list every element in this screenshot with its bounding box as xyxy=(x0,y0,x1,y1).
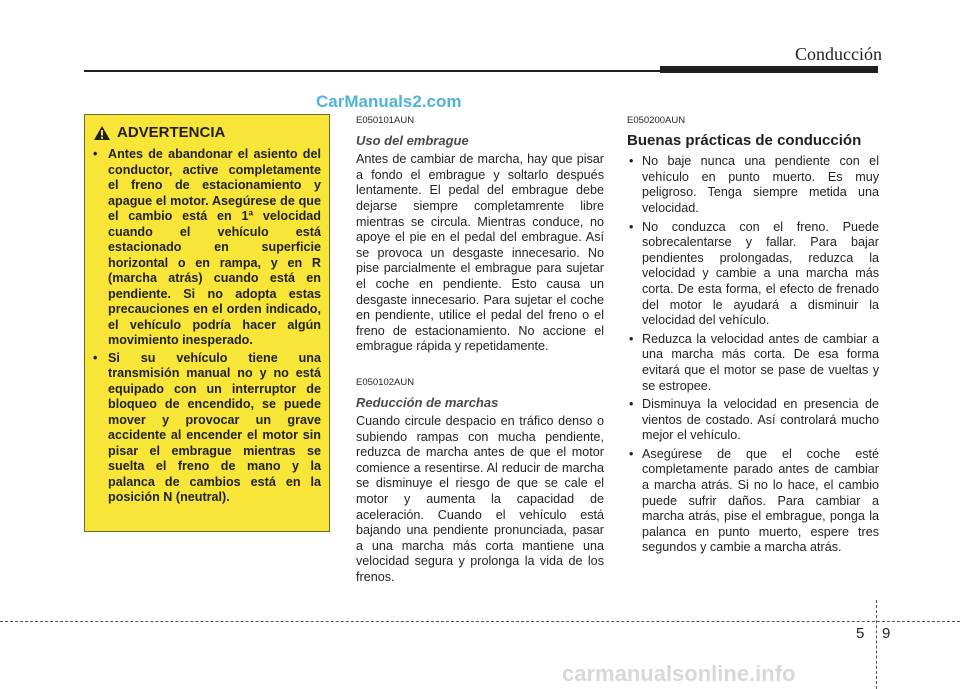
warning-item: • Antes de abandonar el asiento del conductor, active completamente el freno de estacionamiento y apague el motor. Asegúrese de que el cambio está en 1ª velocidad cuando el vehículo está estacionado en superficie horizontal o en rampa, y en R (marcha atrás) cuando está en pendiente. Si no adopta estas precauciones en el orden indicado, el vehículo podría hacer algún movimiento inesperado. xyxy=(93,147,321,349)
list-item: • Reduzca la velocidad antes de cambiar a una marcha más corta. De esa forma evitará que el motor se pase de vueltas y se estropee. xyxy=(627,332,879,394)
list-item: • No conduzca con el freno. Puede sobrecalentarse y fallar. Para bajar pendientes prolongadas, reduzca la velocidad y cambie a una marcha más corta. De esta forma, el efecto de frenado del motor le ayudará a disminuir la velocidad del vehículo. xyxy=(627,220,879,329)
list-item: • Disminuya la velocidad en presencia de vientos de costado. Así controlará mucho mejor el vehículo. xyxy=(627,397,879,444)
warning-list xyxy=(85,147,329,506)
page-number: 9 xyxy=(882,625,891,642)
header-rule xyxy=(84,70,664,72)
section-subheading: Uso del embrague xyxy=(356,132,469,148)
watermark-bottom: carmanualsonline.info xyxy=(562,661,796,686)
right-column xyxy=(627,113,879,559)
footer-divider xyxy=(876,600,877,689)
list-item: • No baje nunca una pendiente con el vehículo en punto muerto. Es muy peligroso. Tenga siempre metida una velocidad. xyxy=(627,154,879,216)
header-rule-accent xyxy=(660,66,878,73)
warning-title: ADVERTENCIA xyxy=(117,124,226,141)
section-heading: Buenas prácticas de conducción xyxy=(627,131,862,149)
section-body: Cuando circule despacio en tráfico denso o subiendo rampas con mucha pendiente, reduzca de marcha antes de que el motor comience a resentirse. Al reducir de marcha se disminuye el riesgo de que se cale el motor y aumenta la capacidad de aceleración. Cuando el vehículo está bajando una pendiente pronunciada, pasar a una marcha más corta mantiene una velocidad segura y prolonga la vida de los frenos. xyxy=(356,414,604,585)
chapter-number: 5 xyxy=(856,625,865,642)
tips-list xyxy=(627,154,879,556)
warning-box xyxy=(84,114,330,532)
section-code: E050200AUN xyxy=(627,115,686,126)
watermark-top: CarManuals2.com xyxy=(316,92,462,111)
section-code: E050101AUN xyxy=(356,115,415,126)
warning-item: • Si su vehículo tiene una transmisión manual no y no está equipado con un interruptor de bloqueo de encendido, se puede mover y provocar un grave accidente al encender el motor sin pisar el embrague mientras se suelta el freno de mano y la palanca de cambios está en la posición N (neutral). xyxy=(93,351,321,506)
footer-rule xyxy=(0,621,960,622)
list-item: • Asegúrese de que el coche esté completamente parado antes de cambiar a marcha atrás. Si no lo hace, el cambio puede sufrir daños. Para cambiar a marcha atrás, pise el embrague, ponga la palanca en punto muerto, espere tres segundos y cambie a marcha atrás. xyxy=(627,447,879,556)
warning-triangle-icon xyxy=(93,125,111,141)
section-code: E050102AUN xyxy=(356,376,415,388)
middle-column xyxy=(356,113,604,586)
section-title-header: Conducción xyxy=(795,44,882,64)
section-subheading: Reducción de marchas xyxy=(356,394,499,410)
warning-heading xyxy=(93,124,329,141)
section-body: Antes de cambiar de marcha, hay que pisar a fondo el embrague y soltarlo después lentamente. El pedal del embrague debe dejarse siempre completamrente libre mientras se circula. Mientras conduce, no apoye el pie en el pedal del embrague. Así se provoca un desgaste innecesario. No pise parcialmente el embrague para sujetar el coche en pendiente. Esto causa un desgaste innecesario. Para sujetar el coche en pendiente, utilice el pedal del freno o el freno de estacionamiento. No accione el embrague rápida y repetidamente. xyxy=(356,152,604,354)
